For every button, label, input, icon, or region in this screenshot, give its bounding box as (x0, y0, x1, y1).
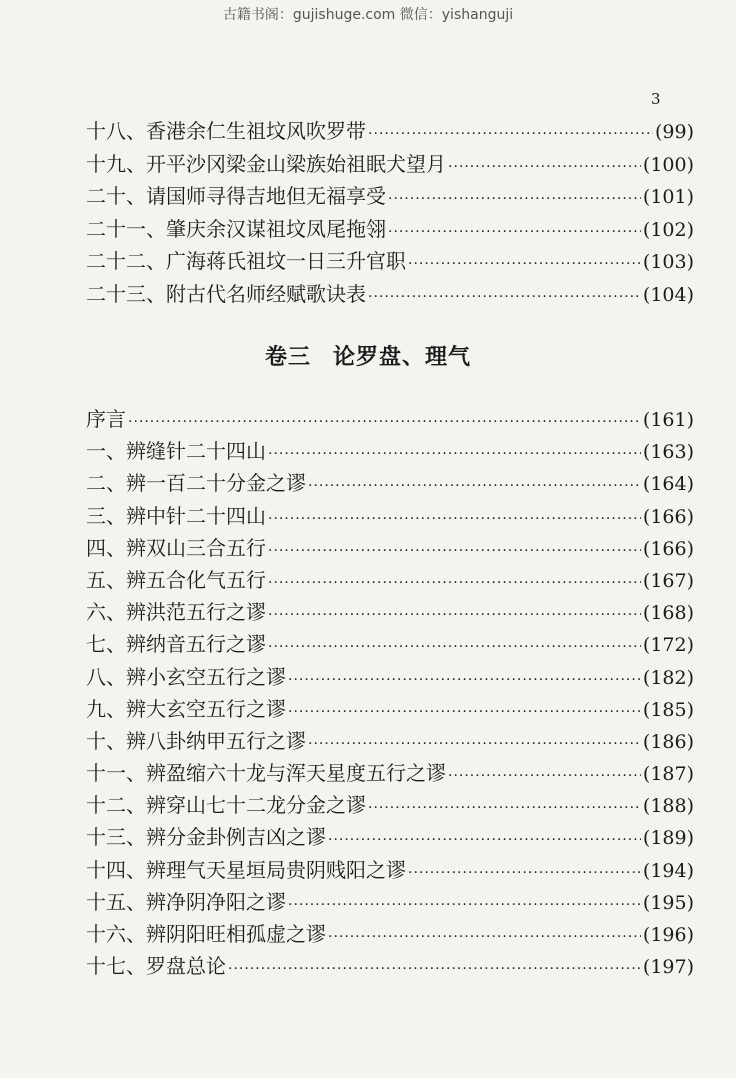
toc-entry (86, 213, 694, 246)
toc-entry-page: (187) (642, 763, 694, 786)
toc-entry-title: 辨大玄空五行之谬 (126, 696, 286, 721)
toc-entry (86, 854, 694, 886)
dot-leader (328, 832, 641, 848)
toc-entry-page: (194) (642, 859, 694, 882)
dot-leader (448, 768, 641, 784)
toc-entry-number: 三、 (86, 503, 126, 528)
section-heading (0, 340, 736, 371)
dot-leader (408, 865, 641, 881)
dot-leader (328, 929, 641, 945)
toc-entry (86, 886, 694, 918)
dot-leader (288, 897, 641, 913)
dot-leader (368, 126, 653, 142)
toc-entry (86, 918, 694, 950)
toc-entry-title: 请国师寻得吉地但无福享受 (146, 184, 386, 209)
toc-entry-number: 十九、 (86, 151, 146, 176)
toc-entry-number: 二十、 (86, 184, 146, 209)
toc-entry-title: 辨理气天星垣局贵阴贱阳之谬 (146, 857, 406, 882)
toc-entry-number: 十二、 (86, 793, 146, 818)
toc-entry-title: 辨阴阳旺相孤虚之谬 (146, 922, 326, 946)
toc-entry-page: (163) (642, 441, 694, 464)
toc-entry-number: 十一、 (86, 761, 146, 786)
toc-entry-page: (99) (654, 121, 694, 143)
toc-entry-page: (195) (642, 891, 694, 914)
dot-leader (288, 672, 641, 688)
toc-entry-title: 辨盈缩六十龙与浑天星度五行之谬 (146, 761, 446, 786)
toc-entry-page: (166) (642, 537, 694, 560)
toc-entry-title: 开平沙冈梁金山梁族始祖眠犬望月 (146, 151, 446, 176)
toc-entry-page: (103) (642, 251, 694, 274)
toc-entry-page: (166) (642, 505, 694, 528)
toc-entry-title: 辨一百二十分金之谬 (126, 471, 306, 496)
toc-entry-title: 辨小玄空五行之谬 (126, 664, 286, 689)
toc-entry-title: 辨洪范五行之谬 (126, 600, 266, 625)
toc-entry-page: (197) (642, 956, 694, 979)
toc-entry (86, 693, 694, 725)
toc-list-upper (86, 115, 694, 311)
toc-entry-number: 九、 (86, 696, 126, 721)
toc-entry (86, 435, 694, 467)
toc-entry (86, 115, 694, 148)
dot-leader (268, 607, 641, 623)
dot-leader (288, 704, 641, 720)
toc-entry-title: 辨中针二十四山 (126, 503, 266, 528)
toc-entry-title: 辨纳音五行之谬 (126, 632, 266, 657)
toc-entry-number: 二十三、 (86, 281, 166, 306)
toc-entry-page: (167) (642, 569, 694, 592)
toc-entry-number: 一、 (86, 439, 126, 464)
toc-entry-number: 二十一、 (86, 216, 166, 241)
toc-entry-page: (196) (642, 924, 694, 946)
page-number: 3 (651, 90, 661, 108)
toc-list-lower (86, 403, 694, 982)
toc-entry (86, 245, 694, 278)
toc-entry (86, 467, 694, 499)
toc-entry (86, 628, 694, 660)
toc-entry-title: 辨净阴净阳之谬 (146, 889, 286, 914)
toc-entry-title: 序言 (86, 407, 126, 431)
toc-entry-number: 十三、 (86, 825, 146, 850)
toc-entry (86, 180, 694, 213)
toc-entry-page: (168) (642, 602, 694, 625)
toc-entry (86, 532, 694, 564)
toc-entry (86, 564, 694, 596)
toc-entry-title: 辨八卦纳甲五行之谬 (126, 728, 306, 753)
toc-entry-number: 八、 (86, 664, 126, 689)
toc-entry-number: 十五、 (86, 889, 146, 914)
toc-entry-page: (188) (642, 795, 694, 818)
toc-entry (86, 789, 694, 821)
toc-entry-number: 十八、 (86, 119, 146, 143)
dot-leader (268, 575, 641, 591)
toc-entry-title: 附古代名师经赋歌诀表 (166, 281, 366, 306)
toc-entry-title: 罗盘总论 (146, 954, 226, 979)
toc-entry-page: (172) (642, 634, 694, 657)
toc-entry (86, 725, 694, 757)
dot-leader (308, 736, 641, 752)
toc-entry-page: (164) (642, 473, 694, 496)
dot-leader (388, 224, 641, 240)
dot-leader (268, 543, 641, 559)
toc-entry (86, 148, 694, 181)
toc-entry-number: 十七、 (86, 954, 146, 979)
toc-entry-number: 七、 (86, 632, 126, 657)
toc-entry-number: 四、 (86, 535, 126, 560)
toc-entry-number: 十四、 (86, 857, 146, 882)
toc-entry-page: (100) (642, 153, 694, 176)
dot-leader (308, 478, 641, 494)
toc-entry-title: 香港余仁生祖坟风吹罗带 (146, 119, 366, 143)
volume-label: 卷三 (264, 344, 311, 370)
dot-leader (268, 639, 641, 655)
dot-leader (368, 289, 641, 305)
toc-entry-title: 辨缝针二十四山 (126, 439, 266, 464)
toc-entry-number: 二、 (86, 471, 126, 496)
toc-entry-number: 五、 (86, 567, 126, 592)
dot-leader (448, 159, 641, 175)
dot-leader (408, 256, 641, 272)
toc-entry-number: 二十二、 (86, 249, 166, 274)
volume-subject: 论罗盘、理气 (333, 344, 472, 370)
toc-entry-number: 十六、 (86, 922, 146, 946)
toc-entry (86, 596, 694, 628)
toc-entry-title: 广海蒋氏祖坟一日三升官职 (166, 249, 406, 274)
toc-entry-title: 辨双山三合五行 (126, 535, 266, 560)
toc-entry (86, 403, 694, 435)
toc-entry (86, 278, 694, 311)
dot-leader (368, 800, 641, 816)
toc-entry-number: 十、 (86, 728, 126, 753)
dot-leader (268, 511, 641, 527)
toc-entry-page: (101) (642, 186, 694, 209)
toc-entry (86, 661, 694, 693)
toc-entry-page: (185) (642, 698, 694, 721)
toc-entry (86, 950, 694, 982)
toc-entry (86, 500, 694, 532)
toc-entry (86, 821, 694, 853)
toc-entry-page: (182) (642, 666, 694, 689)
toc-entry-title: 肇庆余汉谋祖坟凤尾拖翎 (166, 216, 386, 241)
toc-entry-page: (186) (642, 730, 694, 753)
dot-leader (228, 961, 641, 977)
toc-entry-title: 辨穿山七十二龙分金之谬 (146, 793, 366, 818)
toc-entry-page: (102) (642, 218, 694, 241)
toc-entry-page: (104) (642, 283, 694, 306)
toc-entry-number: 六、 (86, 600, 126, 625)
dot-leader (128, 414, 641, 430)
toc-entry-page: (189) (642, 827, 694, 850)
toc-entry-title: 辨五合化气五行 (126, 567, 266, 592)
toc-entry (86, 757, 694, 789)
dot-leader (268, 446, 641, 462)
toc-entry-page: (161) (642, 409, 694, 431)
toc-entry-title: 辨分金卦例吉凶之谬 (146, 825, 326, 850)
dot-leader (388, 191, 641, 207)
watermark: 古籍书阁：gujishuge.com 微信：yishanguji (222, 7, 514, 23)
